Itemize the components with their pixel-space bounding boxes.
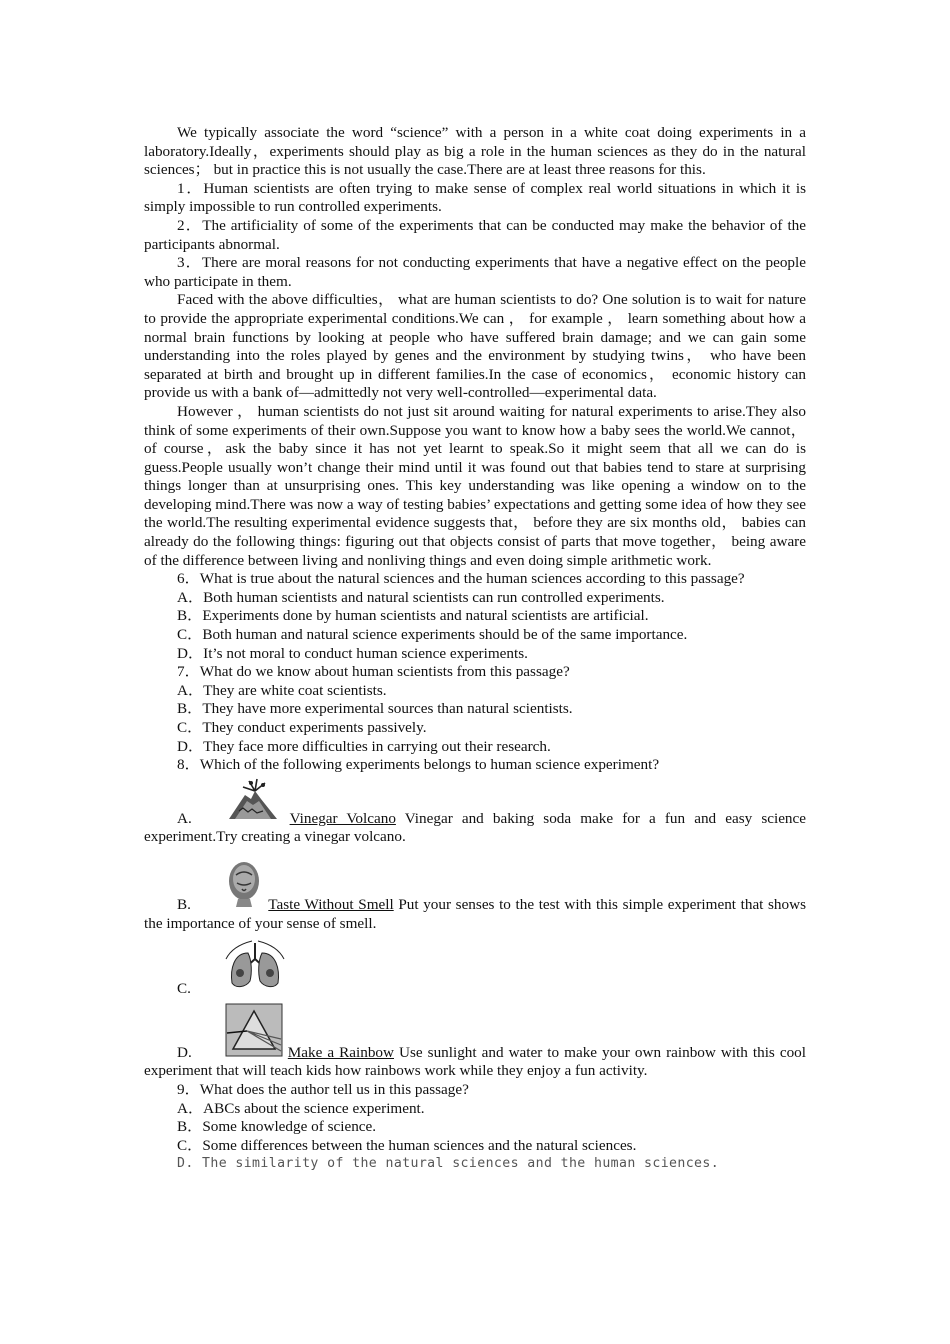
question-9 (144, 1081, 806, 1174)
question-6-stem: 6．What is true about the natural sciences and the human sciences according to this passage? (177, 570, 745, 588)
vinegar-volcano-title: Vinegar Volcano (289, 809, 396, 827)
question-9-option-d: D. The similarity of the natural sciences and the human sciences. (177, 1156, 720, 1172)
question-6-option-b: B．Experiments done by human scientists and natural scientists are artificial. (177, 607, 649, 625)
reason-1: 1．Human scientists are often trying to make sense of complex real world situations in which it is simply impossible to run controlled experiments. (144, 179, 806, 216)
option-a-text: Vinegar and baking soda make for a fun and easy science experiment.Try creating a vinegar volcano. (144, 809, 807, 846)
question-7-option-c: C．They conduct experiments passively. (177, 719, 427, 736)
question-6-option-d: D．It’s not moral to conduct human science experiments. (177, 644, 528, 662)
volcano-icon (192, 777, 281, 829)
paragraph-intro: We typically associate the word “science” with a person in a white coat doing experiments in a laboratory.Ideally，experiments should play as big a role in the human sciences as they do in the natural sciences； but in practice this is not usually the case.There are at least three reasons for this. (144, 124, 806, 179)
question-8-option-d (144, 1003, 806, 1081)
question-6 (144, 570, 806, 663)
question-6-option-a: A．Both human scientists and natural scientists can run controlled experiments. (177, 588, 665, 606)
lungs-icon (191, 939, 286, 999)
question-9-option-c: C．Some differences between the human sciences and the natural sciences. (177, 1136, 637, 1154)
question-7-option-a: A．They are white coat scientists. (177, 681, 387, 699)
option-d-text: Use sunlight and water to make your own rainbow with this cool experiment that will teach kids how rainbows work while they enjoy a fun activity. (144, 1043, 806, 1080)
taste-without-smell-title: Taste Without Smell (268, 895, 394, 913)
question-7-stem: 7．What do we know about human scientists from this passage? (177, 663, 570, 681)
option-d-letter: D. (177, 1043, 192, 1061)
option-b-text: Put your senses to the test with this simple experiment that shows the importance of your sense of smell. (144, 895, 806, 932)
reason-2: 2．The artificiality of some of the experiments that can be conducted may make the behavior of the participants abnormal. (144, 216, 806, 253)
head-icon (191, 859, 264, 915)
document-page (144, 124, 806, 1174)
make-a-rainbow-title: Make a Rainbow (287, 1043, 394, 1061)
option-c-letter: C. (177, 980, 191, 998)
question-8-stem: 8．Which of the following experiments belongs to human science experiment? (177, 756, 660, 774)
paragraph-difficulties: Faced with the above difficulties， what are human scientists to do? One solution is to wait for nature to provide the appropriate experimental conditions.We can ， for example ， learn something about how a normal brain functions by looking at people who have suffered brain damage; and we can gain some understanding into the roles played by genes and the environment by studying twins， who have been separated at birth and brought up in different families.In the case of economics， economic history can provide us with a bank of—admittedly not very well-controlled—experimental data. (144, 291, 806, 402)
option-b-letter: B. (177, 895, 191, 913)
question-8 (144, 756, 806, 1081)
reason-3: 3．There are moral reasons for not conducting experiments that have a negative effect on the people who participate in them. (144, 254, 806, 290)
question-9-option-a: A．ABCs about the science experiment. (177, 1099, 425, 1117)
prism-icon (192, 1003, 283, 1063)
paragraph-however: However ， human scientists do not just sit around waiting for natural experiments to arise.They also think of some experiments of their own.Suppose you want to know how a baby sees the world.We cannot，of course，ask the baby since it has not yet learnt to speak.So it might seem that all we can do is guess.People usually won’t change their mind until it was found out that babies tend to stare at surprising things longer than at unsurprising ones. This key understanding was like opening a window on to the developing mind.There was now a way of testing babies’ expectations and getting some idea of how they see the world.The resulting experimental evidence suggests that， before they are six months old， babies can already do the following things: figuring out that objects consist of parts that move together， being aware of the difference between living and nonliving things and even doing simple arithmetic work. (144, 402, 806, 569)
question-8-option-c (144, 939, 806, 999)
question-7-option-d: D．They face more difficulties in carrying out their research. (177, 737, 551, 755)
question-8-option-b (144, 859, 806, 933)
question-7 (144, 663, 806, 756)
question-7-option-b: B．They have more experimental sources than natural scientists. (177, 700, 573, 718)
question-8-option-a (144, 777, 806, 847)
option-a-letter: A. (177, 809, 192, 827)
question-9-stem: 9．What does the author tell us in this passage? (177, 1080, 469, 1098)
question-6-option-c: C．Both human and natural science experiments should be of the same importance. (177, 626, 688, 644)
question-9-option-b: B．Some knowledge of science. (177, 1118, 377, 1136)
